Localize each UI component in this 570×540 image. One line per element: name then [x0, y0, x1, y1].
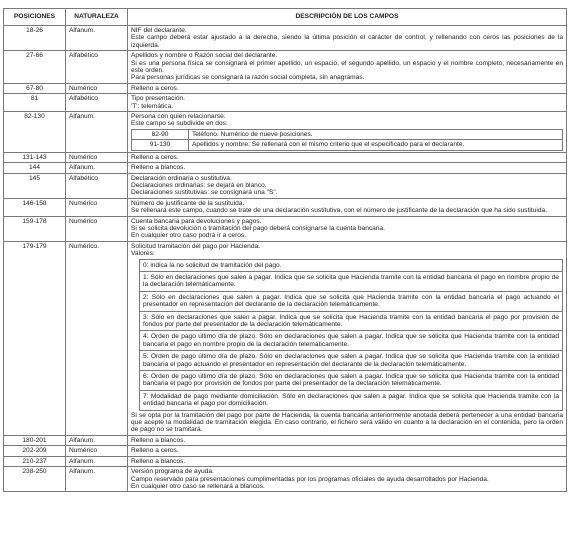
description-cell: [128, 198, 567, 216]
value-cell: 3: Sólo en declaraciones que salen a pagar. Indica que se solicita que Hacienda tramite con la entidad bancaria el pago por provisión de fondos por parte del presentador de la declaración telemáticamente.: [140, 311, 563, 331]
value-cell: 0: indica la no solicitud de tramitación del pago.: [140, 259, 563, 271]
subfield-range: 82-90: [132, 129, 189, 139]
table-row: [4, 241, 567, 435]
description-line: 'T': telemática.: [131, 102, 174, 110]
subfield-range: 91-130: [132, 140, 189, 150]
description-cell: [128, 467, 567, 492]
table-row: [4, 83, 567, 93]
description-line: Relleno a ceros.: [131, 84, 179, 92]
description-line: Este campo deberá estar ajustado a la derecha, siendo la última posición el carácter de control, y rellenando con ceros las posiciones de la izquierda.: [131, 34, 563, 49]
value-cell: 6: Orden de pago último día de plazo. Sólo en declaraciones que salen a pagar. Indica que se solicita que Hacienda tramite con la entidad bancaria el pago por provisión de fondos por parte del presentador de la declaración telemáticamente.: [140, 371, 563, 391]
description-line: Valores:: [131, 250, 155, 258]
description-line: Declaraciones sustitutivas: se consignará una "S".: [131, 189, 278, 197]
position-cell: 144: [4, 163, 66, 173]
description-cell: [128, 112, 567, 153]
value-cell: 2: Sólo en declaraciones que salen a pagar. Indica que se solicita que Hacienda tramite con la entidad bancaria el pago actuando el presentador en representación del declarante de la declaración telemáticamente.: [140, 291, 563, 311]
description-note: Si se opta por la tramitación del pago por parte de Hacienda, la cuenta bancaria anteriormente anotada deberá pertenecer a una entidad bancaria que acepte la modalidad de tramitación elegida. En caso contrario, el fichero será válido en cuanto a la declaración en el contenida, pero la orden de pago no se tramitará.: [131, 411, 563, 434]
description-cell: [128, 446, 567, 456]
value-cell: 5: Orden de pago último día de plazo. Sólo en declaraciones que salen a pagar. Indica que se solicita que Hacienda tramite con la entidad bancaria el pago actuando el presentador en representación del declarante de la declaración telemáticamente.: [140, 351, 563, 371]
nature-cell: Alfanum.: [66, 467, 128, 492]
position-cell: 67-80: [4, 83, 66, 93]
description-cell: [128, 51, 567, 84]
values-table: [139, 259, 563, 411]
nature-cell: Numérico: [66, 198, 128, 216]
table-row: [4, 94, 567, 112]
description-line: Se rellenará este campo, cuando se trate de una declaración sustitutiva, con el número de justificante de la declaración que ha sido sustituida.: [131, 207, 548, 215]
position-cell: 18-26: [4, 26, 66, 51]
table-row: [4, 456, 567, 466]
position-cell: 146-158: [4, 198, 66, 216]
description-cell: [128, 152, 567, 162]
table-row: [4, 51, 567, 84]
nature-cell: Alfanum.: [66, 435, 128, 445]
table-row: [4, 216, 567, 241]
description-cell: [128, 26, 567, 51]
table-row: [4, 446, 567, 456]
description-line: Solicitud tramitación del pago por Hacienda.: [131, 242, 261, 250]
nature-cell: Alfabético: [66, 173, 128, 198]
description-line: Persona con quien relacionarse.: [131, 113, 226, 121]
description-line: Declaración ordinaria o sustitutiva.: [131, 174, 232, 182]
value-row: [140, 291, 563, 311]
nature-cell: Numérico: [66, 152, 128, 162]
value-row: [140, 371, 563, 391]
position-cell: 202-209: [4, 446, 66, 456]
fields-table: [3, 8, 567, 492]
value-row: [140, 331, 563, 351]
table-row: [4, 26, 567, 51]
subfield-row: [132, 140, 563, 150]
table-header-row: [4, 9, 567, 26]
table-row: [4, 152, 567, 162]
description-line: Número de justificante de la sustituida.: [131, 199, 245, 207]
values-list: [139, 259, 563, 411]
table-row: [4, 198, 567, 216]
nature-cell: Numérico: [66, 83, 128, 93]
table-row: [4, 173, 567, 198]
position-cell: 180-201: [4, 435, 66, 445]
subfield-row: [132, 129, 563, 139]
description-cell: [128, 94, 567, 112]
description-line: Si se solicita devolución o tramitación del pago deberá consignarse la cuenta bancaria.: [131, 224, 386, 232]
description-line: Relleno a blancos.: [131, 164, 186, 172]
nature-cell: Alfanum.: [66, 163, 128, 173]
description-line: NIF del declarante.: [131, 27, 187, 34]
position-cell: 81: [4, 94, 66, 112]
description-line: Este campo se subdivide en dos:: [131, 120, 228, 128]
description-line: Para personas jurídicas se consignará la razón social completa, sin anagramas.: [131, 74, 365, 82]
position-cell: 131-143: [4, 152, 66, 162]
table-row: [4, 112, 567, 153]
position-cell: 27-66: [4, 51, 66, 84]
nature-cell: Alfanum.: [66, 112, 128, 153]
subfield-text: Apellidos y nombre: Se rellenará con el mismo criterio que el especificado para el declarante.: [189, 140, 563, 150]
header-posiciones: POSICIONES: [4, 9, 66, 26]
nature-cell: Numérico: [66, 446, 128, 456]
header-naturaleza: NATURALEZA: [66, 9, 128, 26]
subfield-text: Teléfono. Numérico de nueve posiciones.: [189, 129, 563, 139]
position-cell: 210-237: [4, 456, 66, 466]
description-line: Relleno a ceros.: [131, 153, 179, 161]
value-row: [140, 271, 563, 291]
table-row: [4, 467, 567, 492]
nature-cell: Alfanum.: [66, 456, 128, 466]
description-cell: [128, 163, 567, 173]
value-row: [140, 259, 563, 271]
table-body: [4, 26, 567, 492]
nature-cell: Alfabético: [66, 51, 128, 84]
position-cell: 179-179: [4, 241, 66, 435]
description-line: Tipo presentación.: [131, 95, 186, 103]
description-line: Campo reservado para presentaciones cumplimentadas por los programas oficiales de ayuda desarrollados por Hacienda.: [131, 475, 489, 483]
description-line: En cualquier otro caso se rellenará a blancos.: [131, 482, 265, 490]
description-line: En cualquier otro caso podrá ir a ceros.: [131, 232, 247, 240]
position-cell: 145: [4, 173, 66, 198]
description-line: Cuenta bancaria para devoluciones y pagos.: [131, 217, 262, 225]
description-line: Si es una persona física se consignará el primer apellido, un espacio, el segundo apellido, un espacio y el nombre completo, necesariamente en este orden.: [131, 59, 563, 75]
value-cell: 1: Sólo en declaraciones que salen a pagar. Indica que se solicita que Hacienda tramite con la entidad bancaria el pago en nombre propio de la declaración telemáticamente.: [140, 271, 563, 291]
nature-cell: Numérico: [66, 216, 128, 241]
subfield-table: [131, 129, 563, 151]
position-cell: 82-130: [4, 112, 66, 153]
table-row: [4, 435, 567, 445]
value-row: [140, 390, 563, 410]
position-cell: 238-250: [4, 467, 66, 492]
value-cell: 7: Modalidad de pago mediante domiciliación. Sólo en declaraciones que salen a pagar. Indica que se solicita que Hacienda tramite con la entidad bancaria el pago por domiciliación.: [140, 390, 563, 410]
description-line: Declaraciones ordinarias: se dejará en blanco.: [131, 181, 267, 189]
value-row: [140, 311, 563, 331]
nature-cell: Alfanum.: [66, 26, 128, 51]
description-cell: [128, 435, 567, 445]
header-descripcion: DESCRIPCIÓN DE LOS CAMPOS: [128, 9, 567, 26]
value-row: [140, 351, 563, 371]
position-cell: 159-178: [4, 216, 66, 241]
description-cell: [128, 173, 567, 198]
description-line: Relleno a blancos.: [131, 436, 186, 444]
nature-cell: Numérico.: [66, 241, 128, 435]
table-row: [4, 163, 567, 173]
nature-cell: Alfabético: [66, 94, 128, 112]
description-line: Versión programa de ayuda.: [131, 468, 214, 476]
value-cell: 4: Orden de pago último día de plazo. Sólo en declaraciones que salen a pagar. Indica que se solicita que Hacienda tramite con la entidad bancaria el pago en nombre propio de la declaración telemáticamente.: [140, 331, 563, 351]
description-cell: [128, 456, 567, 466]
description-line: Relleno a blancos.: [131, 457, 186, 465]
description-cell: [128, 216, 567, 241]
description-line: Relleno a ceros.: [131, 447, 179, 455]
description-cell: [128, 83, 567, 93]
description-cell: [128, 241, 567, 435]
description-line: Apellidos y nombre o Razón social del declarante.: [131, 52, 278, 60]
